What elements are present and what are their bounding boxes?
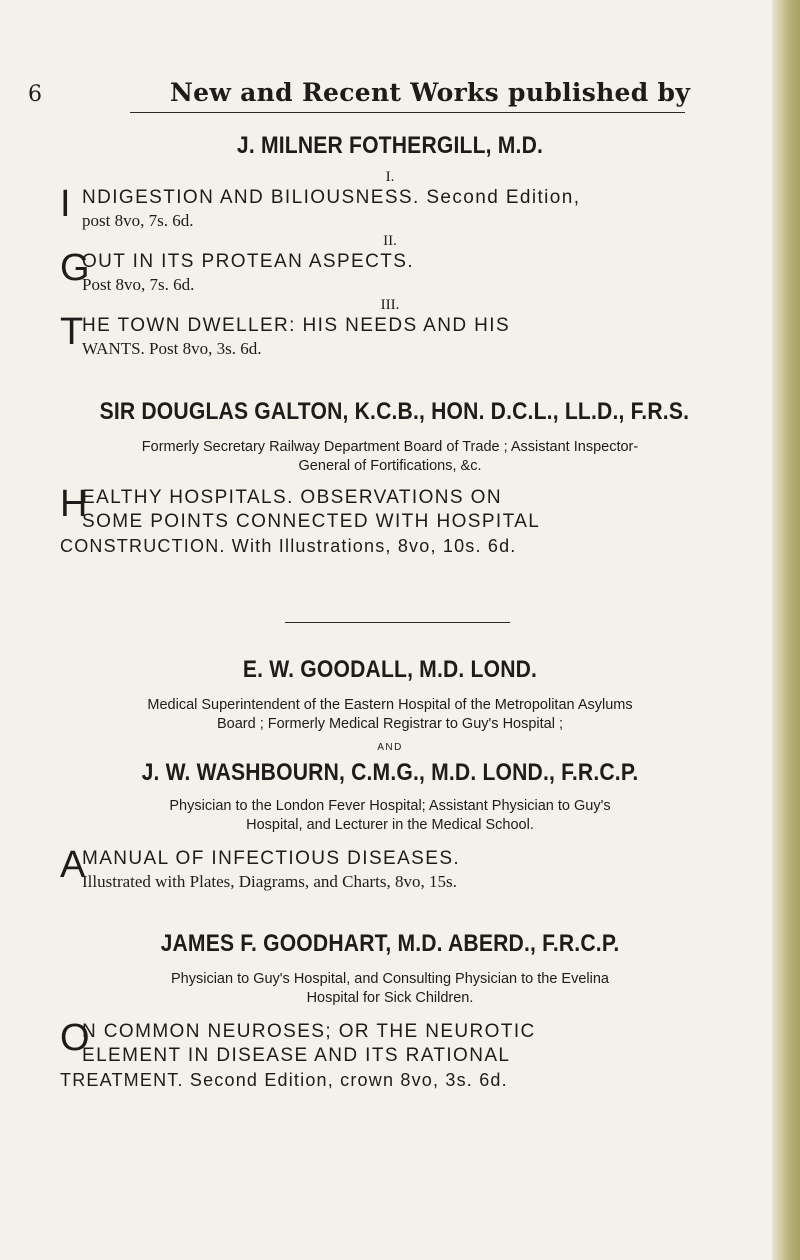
work-title-line: N COMMON NEUROSES; OR THE NEUROTIC xyxy=(82,1021,536,1042)
author-name: JAMES F. GOODHART, M.D. ABERD., F.R.C.P. xyxy=(160,930,620,957)
header-title: New and Recent Works published by xyxy=(170,78,691,107)
section-goodall-washbourn xyxy=(60,656,720,893)
work-details-line: Post 8vo, 7s. 6d. xyxy=(82,275,195,294)
work-entry xyxy=(60,1017,720,1068)
drop-initial: A xyxy=(60,844,86,886)
work-title-line: OUT IN ITS PROTEAN ASPECTS. xyxy=(82,251,415,272)
section-galton xyxy=(60,398,720,558)
drop-initial: I xyxy=(60,183,71,225)
work-details-line: CONSTRUCTION. With Illustrations, 8vo, 10s. 6d. xyxy=(60,536,517,556)
author-description: Medical Superintendent of the Eastern Hospital of the Metropolitan Asylums xyxy=(147,697,633,713)
work-entry xyxy=(60,311,720,360)
author-description: Formerly Secretary Railway Department Board of Trade ; Assistant Inspector- xyxy=(141,439,639,455)
author-description: Physician to Guy's Hospital, and Consulting Physician to the Evelina xyxy=(170,971,609,987)
work-numeral: III. xyxy=(380,297,400,313)
work-entry xyxy=(60,183,720,232)
work-entry xyxy=(60,844,720,893)
conjunction-and: AND xyxy=(377,742,403,753)
work-title-line: EALTHY HOSPITALS. OBSERVATIONS ON xyxy=(82,487,502,508)
author-name: E. W. GOODALL, M.D. LOND. xyxy=(242,656,538,683)
section-divider xyxy=(285,622,510,623)
author-description: Hospital, and Lecturer in the Medical School. xyxy=(246,817,534,833)
author-name: J. W. WASHBOURN, C.M.G., M.D. LOND., F.R.C.P. xyxy=(141,759,639,786)
section-fothergill xyxy=(60,132,720,360)
work-title-line: NDIGESTION AND BILIOUSNESS. Second Edition, xyxy=(82,187,581,208)
section-goodhart xyxy=(60,930,720,1092)
work-details-line: Illustrated with Plates, Diagrams, and Charts, 8vo, 15s. xyxy=(82,872,457,891)
work-title-line: SOME POINTS CONNECTED WITH HOSPITAL xyxy=(82,511,541,532)
drop-initial: H xyxy=(60,483,88,525)
author-name: SIR DOUGLAS GALTON, K.C.B., HON. D.C.L., LL.D., F.R.S. xyxy=(99,398,690,425)
drop-initial: T xyxy=(60,311,84,353)
page-number: 6 xyxy=(28,82,42,107)
author-description: Hospital for Sick Children. xyxy=(306,990,474,1006)
author-description: General of Fortifications, &c. xyxy=(298,458,482,474)
work-entry xyxy=(60,247,720,296)
author-name: J. MILNER FOTHERGILL, M.D. xyxy=(236,132,544,159)
work-title-line: HE TOWN DWELLER: HIS NEEDS AND HIS xyxy=(82,315,511,336)
work-details-line: TREATMENT. Second Edition, crown 8vo, 3s. 6d. xyxy=(60,1070,508,1090)
drop-initial: O xyxy=(60,1017,90,1059)
drop-initial: G xyxy=(60,247,90,289)
header-rule xyxy=(130,112,685,113)
work-numeral: I. xyxy=(385,169,395,185)
author-description: Board ; Formerly Medical Registrar to Guy's Hospital ; xyxy=(216,716,564,732)
work-details-line: WANTS. Post 8vo, 3s. 6d. xyxy=(82,339,262,358)
work-details-line: post 8vo, 7s. 6d. xyxy=(82,211,194,230)
work-title-line: ELEMENT IN DISEASE AND ITS RATIONAL xyxy=(82,1045,511,1066)
book-page-edge xyxy=(772,0,800,1260)
author-description: Physician to the London Fever Hospital; Assistant Physician to Guy's xyxy=(169,798,611,814)
work-title-line: MANUAL OF INFECTIOUS DISEASES. xyxy=(82,848,461,869)
work-entry xyxy=(60,483,720,534)
work-numeral: II. xyxy=(383,233,397,249)
